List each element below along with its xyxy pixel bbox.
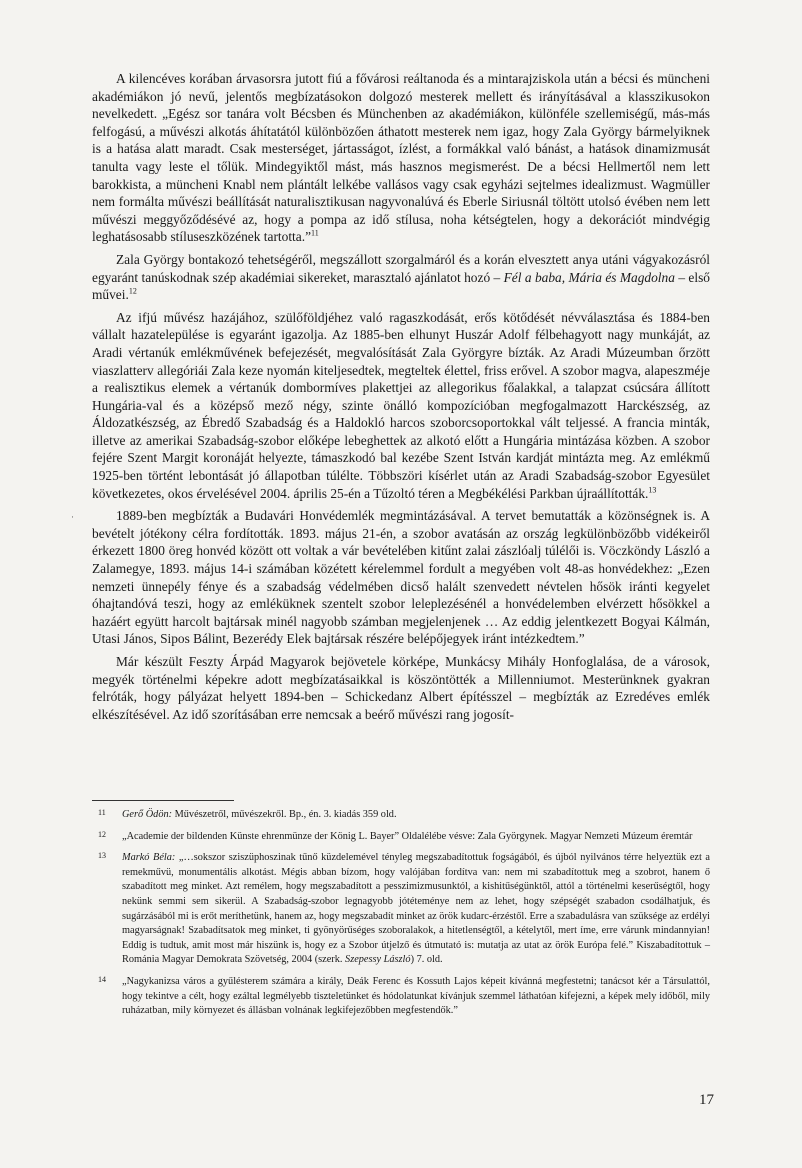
- footnote-author: Gerő Ödön:: [122, 809, 173, 820]
- footnote-text: „Nagykanizsa város a gyűlésterem számára a király, Deák Ferenc és Kossuth Lajos képeit kívánná megfestetni; tanácsot kér a Társulattól, hogy tekintve a célt, hogy ezáltal legmélyebb tiszteletünket és hódolatunkat kívánjuk szemmel láthatóan kifejezni, a képek mely időből, mily ruházatban, mily környezet és állásban volnának legkifejezőbben megfestendők.”: [122, 975, 710, 1017]
- footnote-author: Markó Béla:: [122, 852, 176, 864]
- main-text: [92, 70, 710, 728]
- footnote-separator: [92, 800, 234, 801]
- page-number: 17: [699, 1092, 714, 1108]
- footnote-text: „Academie der bildenden Künste ehrenmünze der König L. Bayer” Oldalélébe vésve: Zala Györgynek. Magyar Nemzeti Múzeum éremtár: [122, 830, 693, 842]
- paragraph-2-text: Zala György bontakozó tehetségéről, megszállott szorgalmáról és a korán elvesztett anya utáni vágyakozásról egyaránt tanúskodnak szép akadémiai sikereket, marasztaló ajánlatot hozó –: [92, 251, 710, 285]
- paragraph-1-text: A kilencéves korában árvasorsra jutott fiú a fővárosi reáltanoda és a mintarajziskola után a bécsi és müncheni akadémiákon jó nevű, jelentős megbízatásokon dolgozó mesterek mellett és irányításával a klasszikusokon nevelkedett. „Egész sor tanára volt Bécsben és Münchenben az akadémiákon, különféle szellemiségű, más-más felfogású, a művészi alkotás áhítatától különbözően áthatott mesterek nem igaz, hogy Zala György bármelyiknek is a hatása alatt maradt. Csak mesterséget, jártasságot, ízlést, a formákkal való bánást, a hatások dinamizmusát tanulta vagy leste el tőlük. Mindegyiktől mást, más hasznos megismerést. De a bécsi Hellmertől nem lett barokkista, a müncheni Knabl nem plántált lelkébe vallásos vagy csak egyházi sejtelmes idealizmust. Wagmüller nem formálta művészi beállítását naturalisztikusan nagyvonalúvá és Eberle Siriusnál töltött utolsó évében nem lett művészi meggyőződésévé az, hogy a pompa az idő stílusa, noha kétségtelen, hogy a dekorációt mindvégig leghatásosabb stíluseszközének tartotta.”: [92, 71, 710, 245]
- footnote-text: „…sokszor sziszüphoszinak tűnő küzdelemével tényleg megszabadítottuk fogságából, és újból nyilvános térre helyeztük ezt a remekművü, monumentális alkotást. Mégis abban bízom, hogy valójában fordítva van: nem mi szabadítottuk meg a szobrot, hanem ő szabadított meg minket. Azt remélem, hogy megszabadított a pesszimizmusunktól, a kishitűségünktől, attól a történelmi keserűségtől, hogy nekünk semmi sem sikerül. A Szabadság-szobor legnagyobb jótéteménye nem az lehet, hogy szépségét szabadon csodálhatjuk, és sugárzásából mi is erőt meríthetünk, hanem az, hogy megszabadít minket az örök kudarc-érzéstől. Erre a szabadulásra van szüksége az erdélyi magyarságnak! Szabadítsatok meg minket, ti gyönyörűséges szoboralakok, a hitetlenségtől, a kételytől, mert íme, erre várunk mindannyian! Eddig is tudtuk, amit most már hiszünk is, hogy ez a Szobor útjelző és útmutató is: mutatja az utat az örök Európa felé.” Kiszabadítottuk – Románia Magyar Demokrata Szövetség, 2004 (szerk.: [122, 852, 710, 966]
- paragraph-5-text: Már készült Feszty Árpád Magyarok bejövetele körképe, Munkácsy Mihály Honfoglalása, de a városok, megyék történelmi képekre adott megbízatásaikkal is köszöntötték a Millenniumot. Mesterünknek gyakran felróták, hogy pályázat helyett 1894-ben – Schickedanz Albert építésszel – megbízták az Ezredéves emlék elkészítésével. Az idő szorításában erre nemcsak a beérő művészi rang jogosít-: [92, 654, 710, 722]
- footnote-ref-11[interactable]: 11: [311, 228, 319, 238]
- footnote-number: 11: [98, 808, 106, 817]
- paragraph-2: [92, 251, 710, 304]
- footnote-tail: ) 7. old.: [410, 954, 443, 966]
- footnote-editor: Szepessy László: [345, 954, 411, 966]
- footnote-number: 12: [98, 829, 106, 839]
- paragraph-3-text: Az ifjú művész hazájához, szülőföldjéhez való ragaszkodását, erős kötődését névválasztása és 1884-ben vállalt hazatelepülése is egyaránt igazolja. Az 1885-ben elhunyt Huszár Adolf félbehagyott nagy munkáját, az Aradi vértanúk emlékművének befejezését, megvalósítását Zala Györgyre bízták. Az Aradi Múzeumban őrzött viaszlatterv allegóriái Zala keze nyomán kiteljesedtek, megteltek élettel, friss erővel. A szobor magva, alapeszméje a realisztikus elemek a vértanúk dombormíves plakettjei az allegorikus főalakkal, a talapzat csúcsára állított Hungária-val és a középső mező négy, szinte önálló kompozícióban megfogalmazott Harckészség, az Áldozatkészség, az Ébredő Szabadság és a Haldokló harcos szoborcsoportokkal vált teljessé. A francia minták, illetve az amerikai Szabadság-szobor előképe lebeghettek az alkotó előtt a Hungária mintázása közben. A szobor fejére Szent Margit koronáját helyezte, támaszkodó bal kezébe Szent István kardját mintázta meg. Az emlékmű 1925-ben történt lebontását jó állapotban túlélte. Többszöri kísérlet után az Aradi Szabadság-szobor Egyesület következetes, okos érvelésével 2004. április 25-én a Tűzoltó téren a Megbékélési Parkban újraállították.: [92, 309, 710, 501]
- paragraph-5: [92, 653, 710, 723]
- paragraph-3: [92, 309, 710, 503]
- footnote-14: [92, 975, 710, 1019]
- footnote-text: Művészetről, művészekről. Bp., én. 3. kiadás 359 old.: [172, 809, 397, 820]
- paragraph-1: [92, 70, 710, 246]
- footnote-11: [92, 808, 710, 823]
- paragraph-2-tail: – első művei.: [92, 269, 710, 303]
- footnote-ref-12[interactable]: 12: [128, 286, 137, 296]
- artwork-titles: Fél a baba, Mária és Magdolna: [503, 269, 675, 285]
- footnote-number: 14: [98, 974, 106, 984]
- footnote-12: [92, 830, 710, 845]
- margin-mark: ·: [71, 512, 74, 522]
- footnote-ref-13[interactable]: 13: [648, 485, 657, 495]
- paragraph-4: [92, 507, 710, 648]
- footnote-13: [92, 851, 710, 968]
- footnotes: [92, 808, 710, 1026]
- paragraph-4-text: 1889-ben megbízták a Budavári Honvédemlék megmintázásával. A tervet bemutatták a közönségnek is. A bevételt jótékony célra fordították. 1893. május 21-én, a szobor avatásán az ország legkülönbözőbb vidékeiről érkezett 1800 öreg honvéd között ott voltak a vár bevételében kitűnt zalai zászlóalj túlélői is. Vöczköndy László a Zalamegye, 1893. május 14-i számában közétett kérelemmel fordult a megyében volt 48-as honvédekhez: „Ezen nemzeti ünnepély fénye és a szabadság védelmében dicső halált szenvedett névtelen hősök iránti kegyelet óhajtandóvá teszi, hogy az emléküknek szentelt szobor leleplezésénél a honvédelemben elvérzett hősökkel a hazáért együtt harcolt bajtársak minél nagyobb számban megjelenjenek … Az eddig jelentkezett Bogyai Kálmán, Utasi János, Sipos Bálint, Bezerédy Elek bajtársak részére belépőjegyek iránt intézkedtem.”: [92, 508, 710, 647]
- footnote-number: 13: [98, 851, 106, 861]
